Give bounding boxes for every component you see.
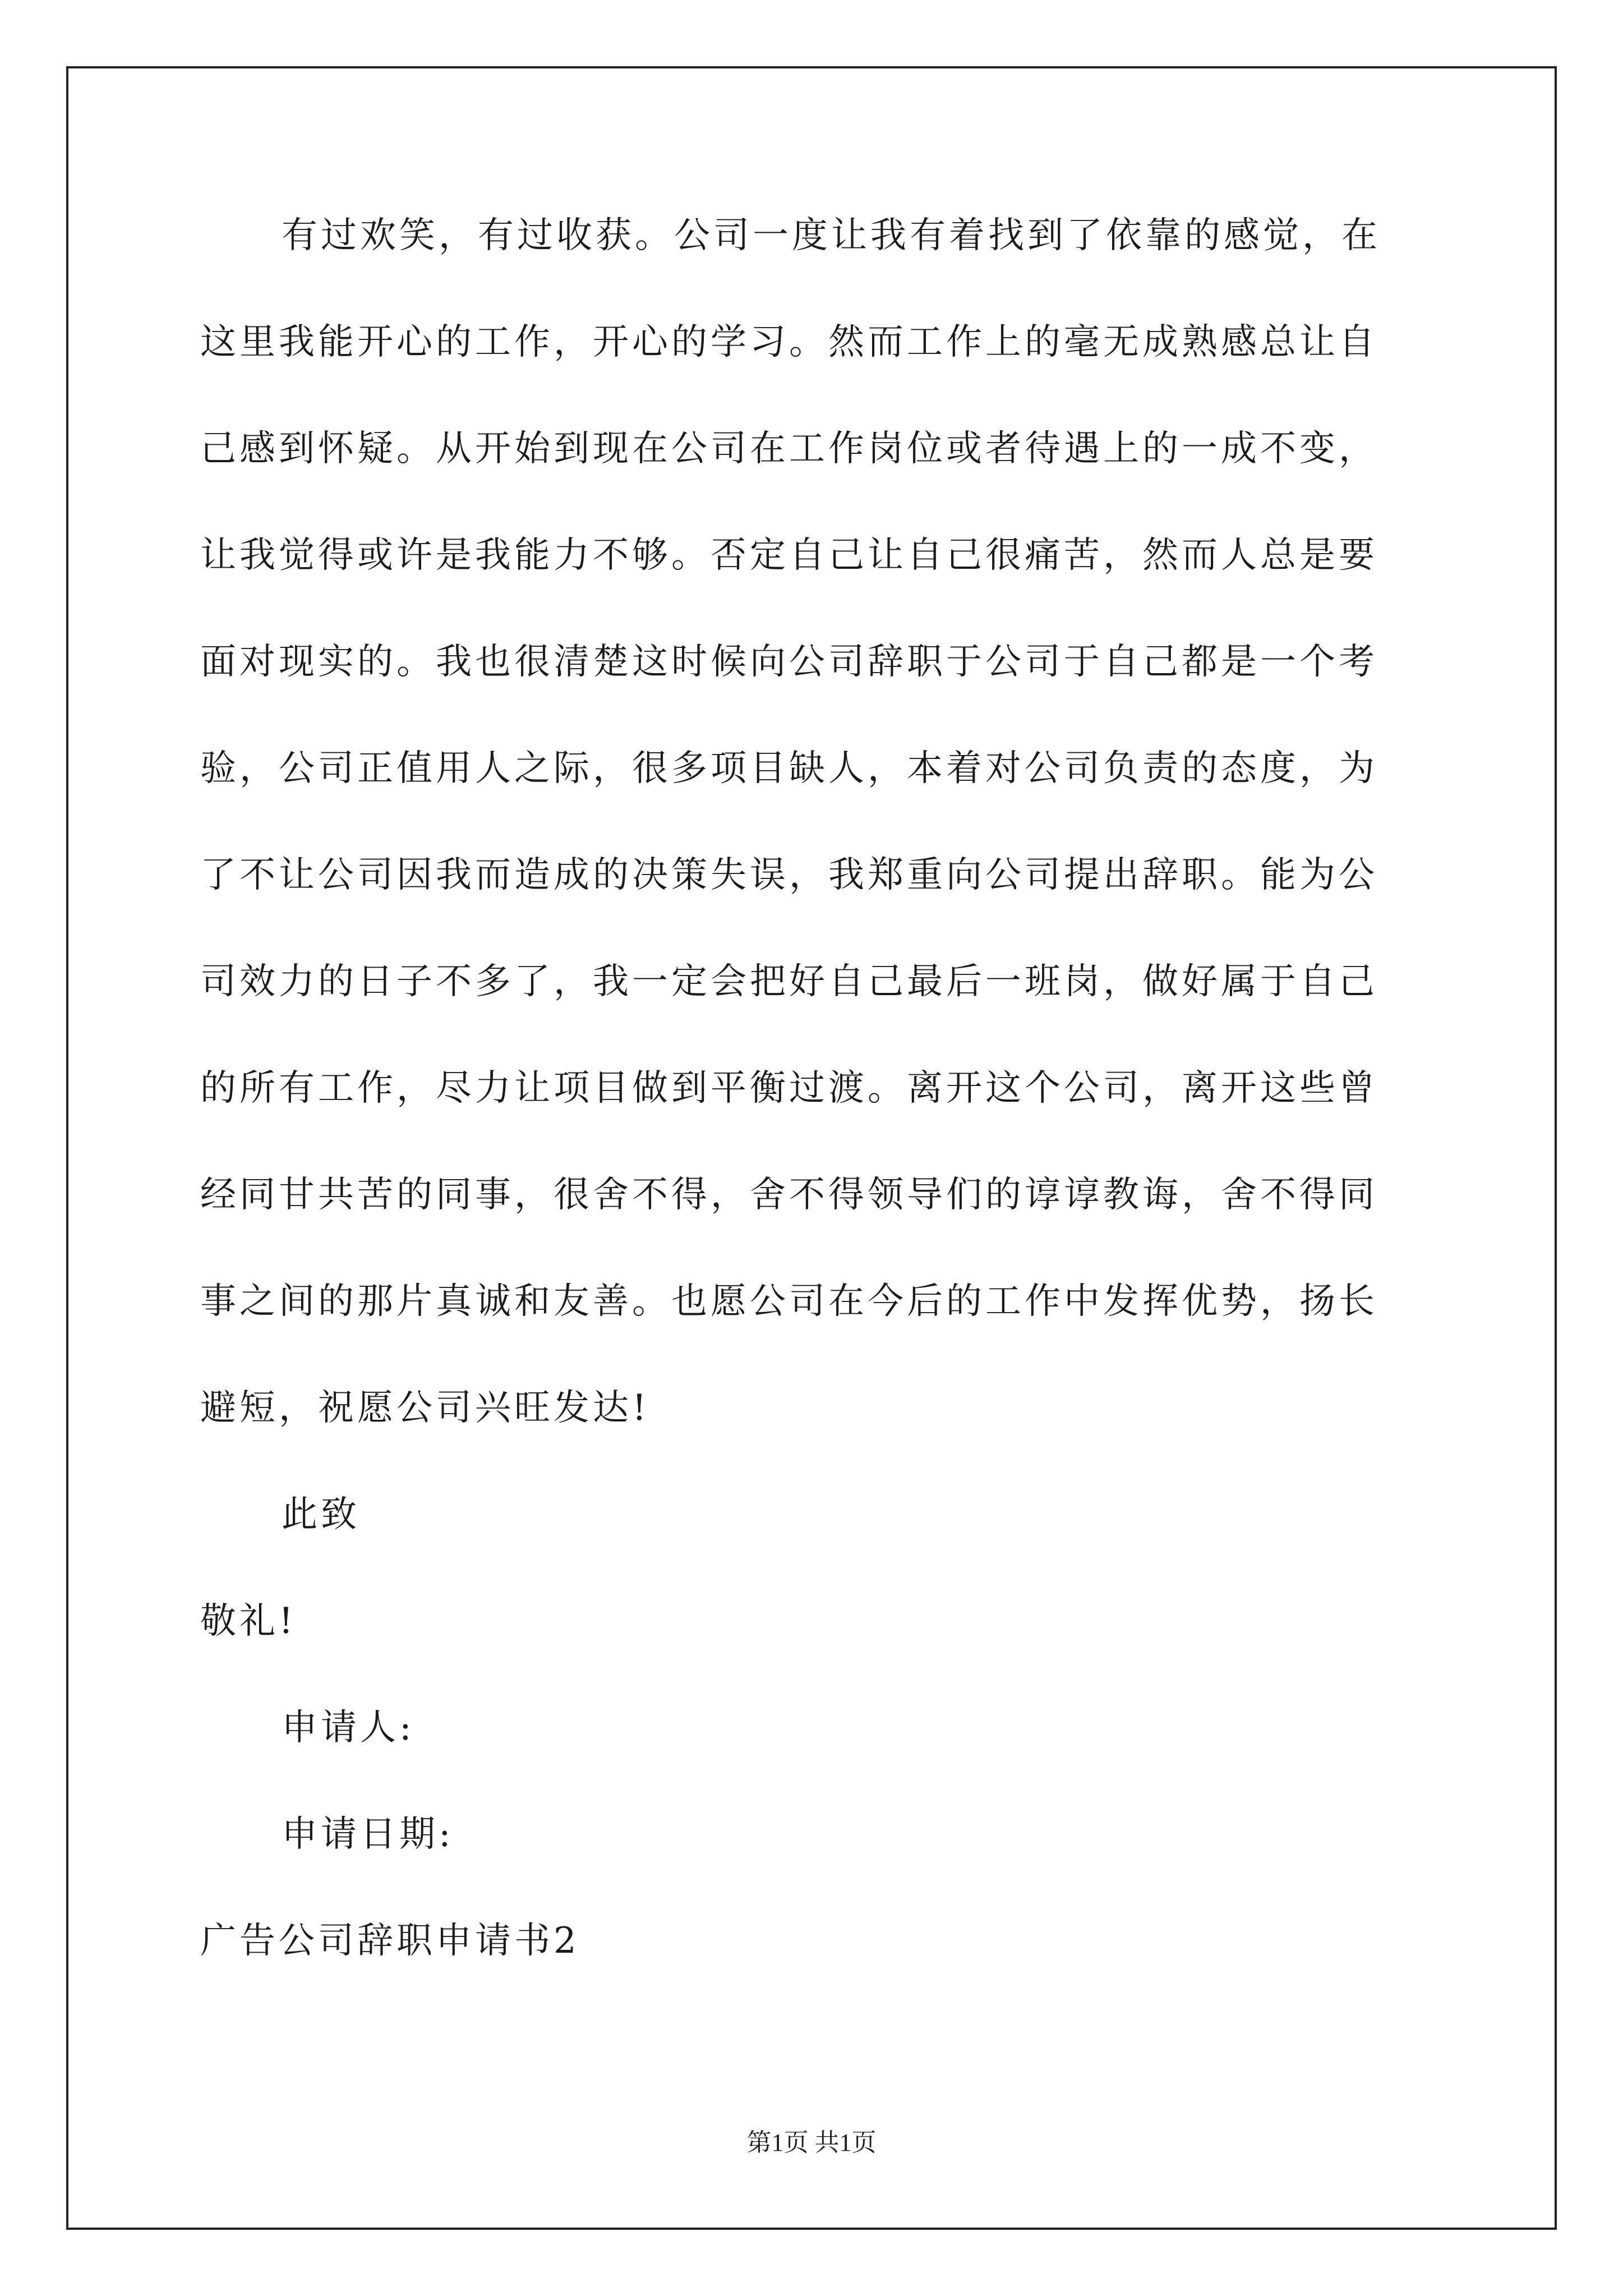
- page-footer: 第1页 共1页: [746, 2129, 877, 2156]
- closing-regards: 敬礼!: [200, 1600, 297, 1642]
- closing-salutation: 此致: [282, 1494, 360, 1535]
- body-line-6: 验，公司正值用人之际，很多项目缺人，本着对公司负责的态度，为: [200, 748, 1378, 789]
- application-date-label: 申请日期:: [282, 1814, 454, 1855]
- body-line-7: 了不让公司因我而造成的决策失误，我郑重向公司提出辞职。能为公: [200, 854, 1378, 896]
- applicant-label: 申请人:: [282, 1707, 415, 1749]
- body-line-8: 司效力的日子不多了，我一定会把好自己最后一班岗，做好属于自己: [200, 961, 1378, 1002]
- body-line-11: 事之间的那片真诚和友善。也愿公司在今后的工作中发挥优势，扬长: [200, 1281, 1378, 1322]
- page-border: [66, 66, 1557, 2230]
- next-section-title: 广告公司辞职申请书2: [200, 1920, 580, 1962]
- body-line-3: 己感到怀疑。从开始到现在公司在工作岗位或者待遇上的一成不变，: [200, 428, 1378, 470]
- body-line-12: 避短，祝愿公司兴旺发达!: [200, 1387, 650, 1429]
- body-line-9: 的所有工作，尽力让项目做到平衡过渡。离开这个公司，离开这些曾: [200, 1068, 1378, 1109]
- body-line-2: 这里我能开心的工作，开心的学习。然而工作上的毫无成熟感总让自: [200, 321, 1378, 363]
- body-line-10: 经同甘共苦的同事，很舍不得，舍不得领导们的谆谆教诲，舍不得同: [200, 1174, 1378, 1216]
- body-line-4: 让我觉得或许是我能力不够。否定自己让自己很痛苦，然而人总是要: [200, 535, 1378, 576]
- body-line-5: 面对现实的。我也很清楚这时候向公司辞职于公司于自己都是一个考: [200, 641, 1378, 683]
- body-line-1: 有过欢笑，有过收获。公司一度让我有着找到了依靠的感觉，在: [282, 215, 1381, 256]
